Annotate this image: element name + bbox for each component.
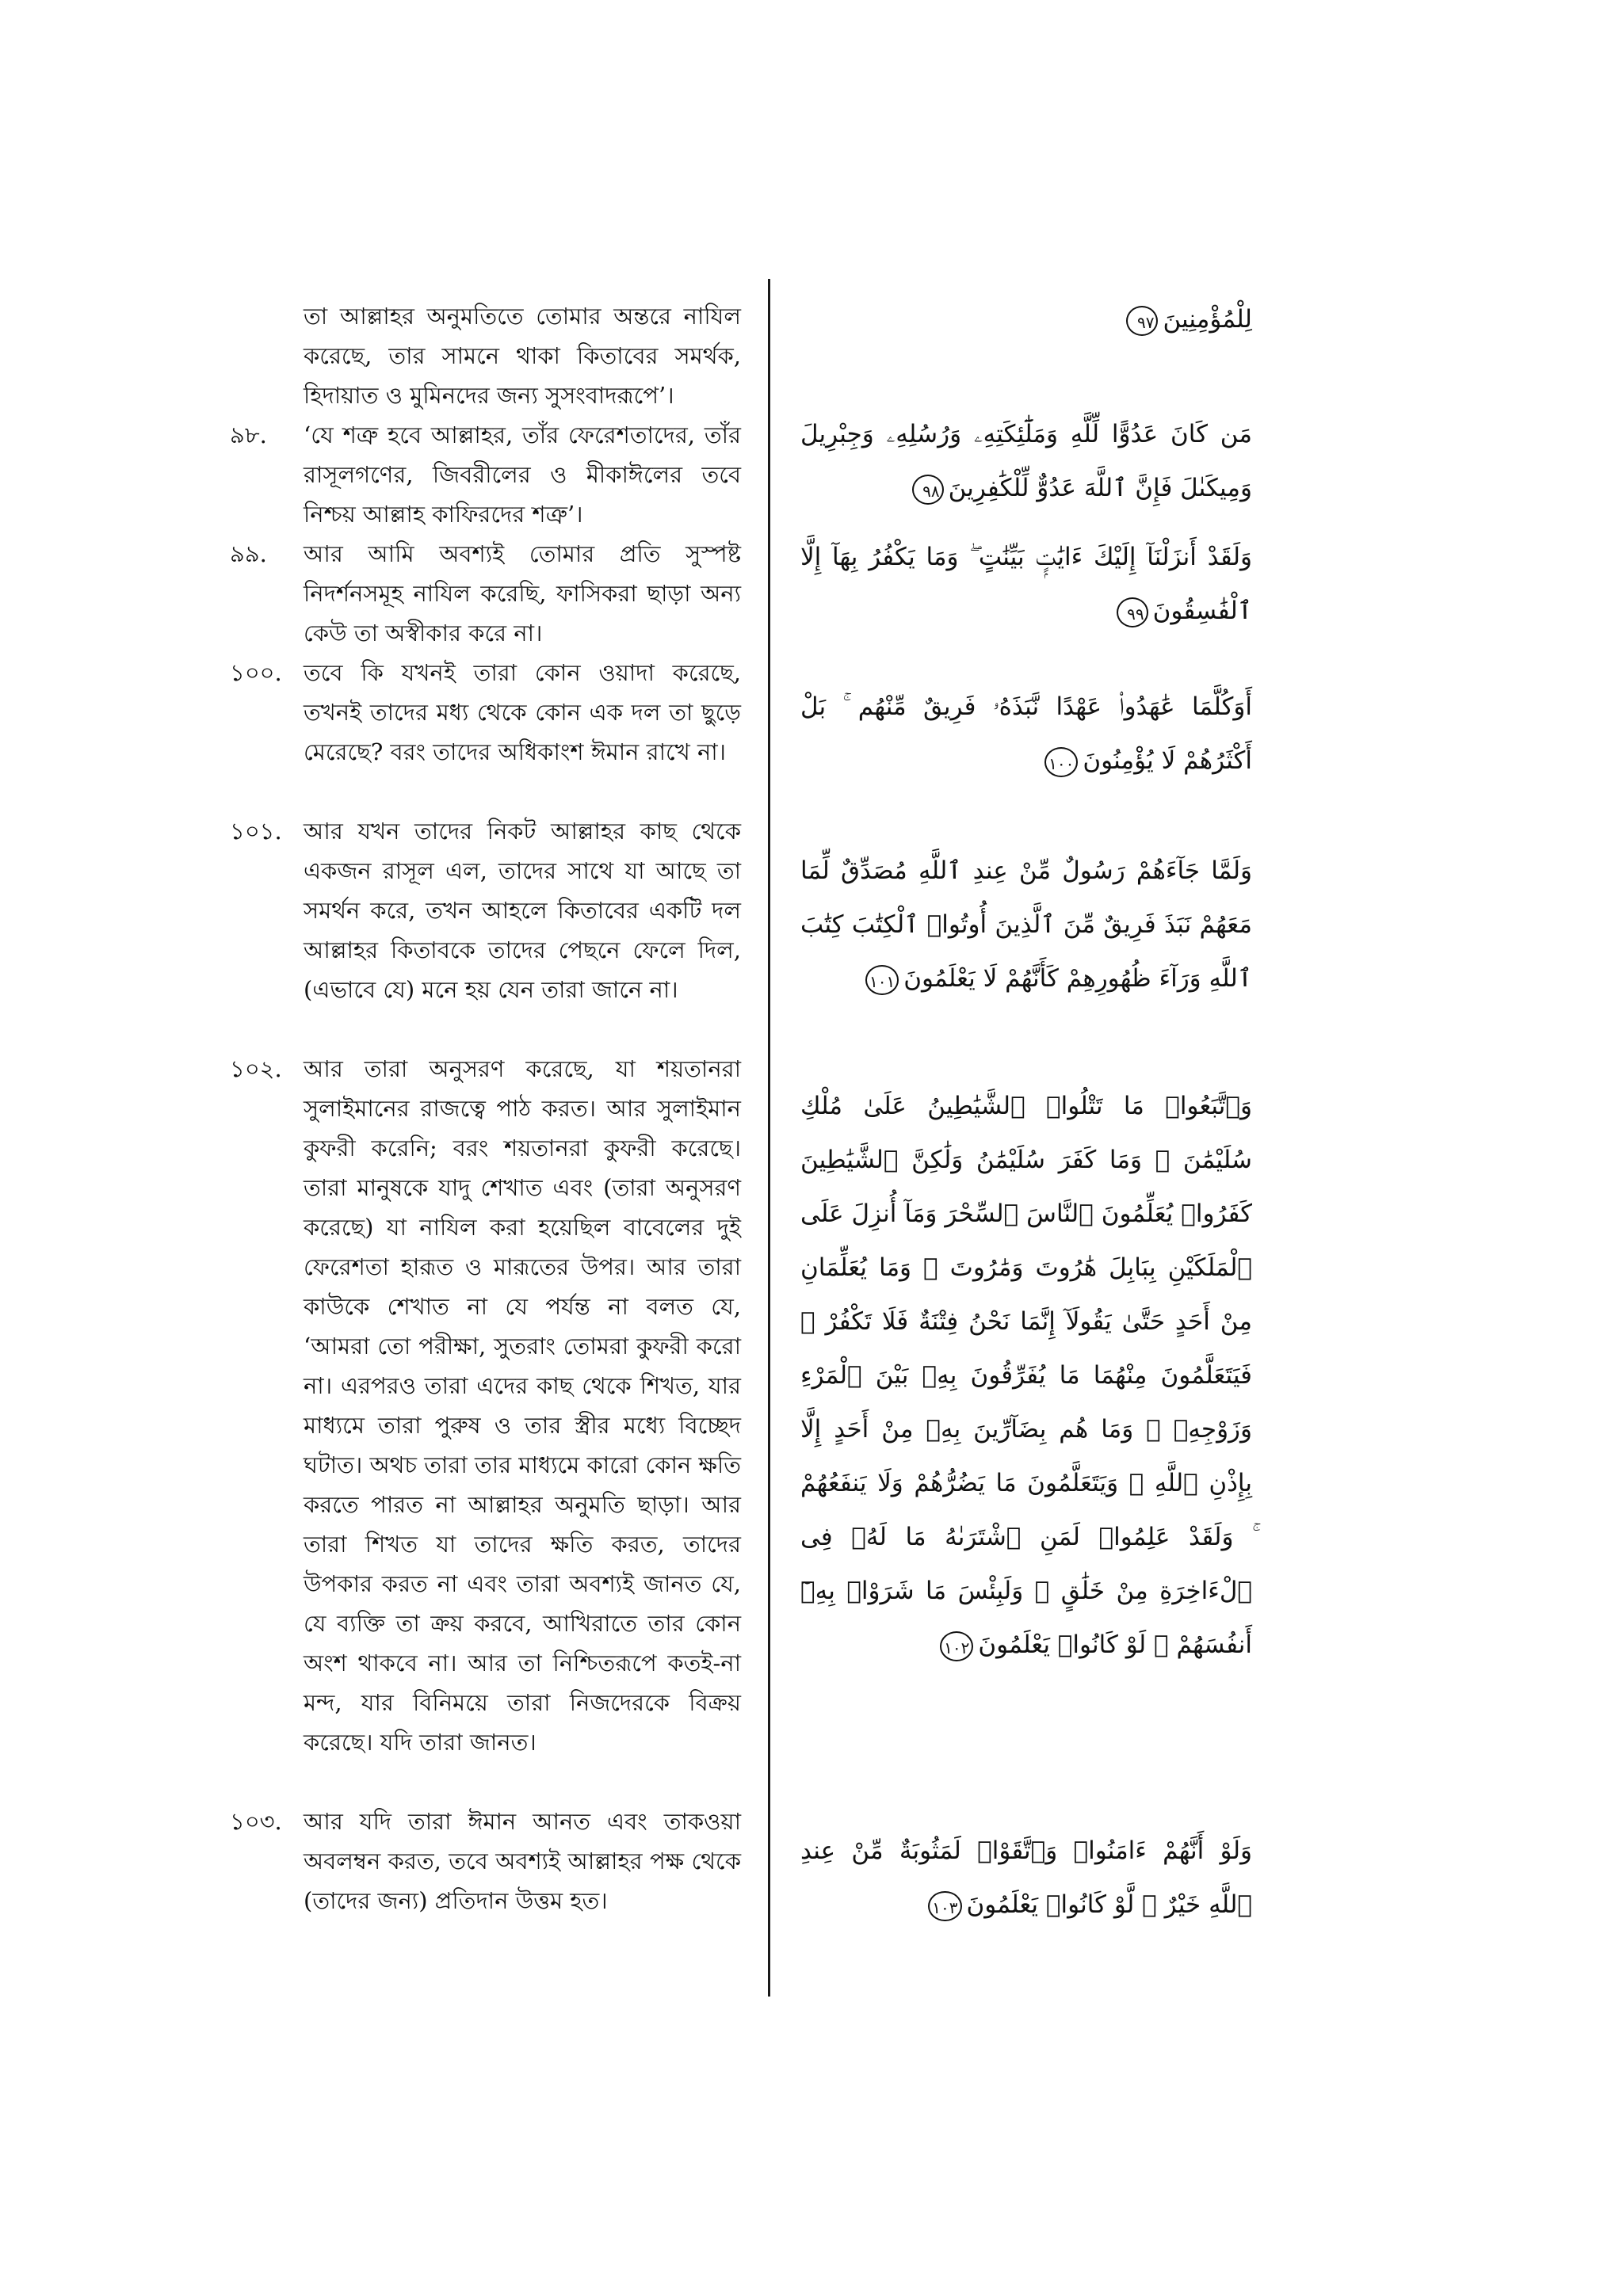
ayah-end-marker: ٩٨ [912, 475, 944, 505]
ayah-end-marker: ٩٩ [1117, 597, 1148, 627]
verse-translation-text: আর আমি অবশ্যই তোমার প্রতি সুস্পষ্ট নিদর্শনসমূহ নাযিল করেছি, ফাসিকরা ছাড়া অন্য কেউ তা অস্বীকার করে না। [304, 540, 741, 646]
arabic-verse-text: لِلْمُؤْمِنِينَ [1163, 305, 1252, 334]
verse-translation-text: আর যদি তারা ঈমান আনত এবং তাকওয়া অবলম্বন করত, তবে অবশ্যই আল্লাহর পক্ষ থেকে (তাদের জন্য) প্রতিদান উত্তম হত। [304, 1808, 741, 1914]
arabic-verse-text: وَلَوْ أَنَّهُمْ ءَامَنُوا۟ وَٱتَّقَوْا۟ لَمَثُوبَةٌ مِّنْ عِندِ ٱللَّهِ خَيْرٌ ۖ لَّوْ كَانُوا۟ يَعْلَمُونَ [800, 1836, 1252, 1919]
arabic-verse [800, 530, 1252, 638]
verse-translation-text: আর যখন তাদের নিকট আল্লাহর কাছ থেকে একজন রাসূল এল, তাদের সাথে যা আছে তা সমর্থন করে, তখন আহলে কিতাবের একটি দল আল্লাহর কিতাবকে তাদের পেছনে ফেলে দিল, (এভাবে যে) মনে হয় যেন তারা জানে না। [304, 818, 741, 1003]
ayah-end-marker: ١٠٠ [1044, 747, 1078, 777]
arabic-verse [800, 680, 1252, 788]
arabic-verse [800, 292, 1252, 346]
ayah-end-marker: ١٠٣ [928, 1891, 961, 1921]
arabic-verse-text: مَن كَانَ عَدُوًّا لِّلَّهِ وَمَلَٰٓئِكَتِهِۦ وَرُسُلِهِۦ وَجِبْرِيلَ وَمِيكَىٰلَ فَإِنَّ ٱللَّهَ عَدُوٌّ لِّلْكَٰفِرِينَ [800, 420, 1252, 502]
arabic-verse-text: وَلَمَّا جَآءَهُمْ رَسُولٌ مِّنْ عِندِ ٱللَّهِ مُصَدِّقٌ لِّمَا مَعَهُمْ نَبَذَ فَرِيقٌ مِّنَ ٱلَّذِينَ أُوتُوا۟ ٱلْكِتَٰبَ كِتَٰبَ ٱللَّهِ وَرَآءَ ظُهُورِهِمْ كَأَنَّهُمْ لَا يَعْلَمُونَ [800, 856, 1252, 993]
verse-translation-text: তা আল্লাহর অনুমতিতে তোমার অন্তরে নাযিল করেছে, তার সামনে থাকা কিতাবের সমর্থক, হিদায়াত ও মুমিনদের জন্য সুসংবাদরূপে’। [304, 303, 741, 409]
verse-translation-text: ‘যে শত্রু হবে আল্লাহর, তাঁর ফেরেশতাদের, তাঁর রাসূলগণের, জিবরীলের ও মীকাঈলের তবে নিশ্চয় আল্লাহ কাফিরদের শত্রু’। [304, 421, 741, 528]
ayah-end-marker: ٩٧ [1126, 306, 1158, 336]
ayah-end-marker: ١٠٢ [940, 1631, 973, 1661]
arabic-verse [800, 1824, 1252, 1932]
ayah-end-marker: ١٠١ [865, 965, 899, 995]
verse-number: ১০৩. [230, 1808, 282, 1835]
verse-number: ৯৯. [230, 540, 267, 567]
verse-number: ৯৮. [230, 421, 267, 448]
arabic-verse [800, 1079, 1252, 1672]
arabic-verse [800, 407, 1252, 515]
verse-translation-text: তবে কি যখনই তারা কোন ওয়াদা করেছে, তখনই তাদের মধ্য থেকে কোন এক দল তা ছুড়ে মেরেছে? বরং তাদের অধিকাংশ ঈমান রাখে না। [304, 659, 741, 765]
column-divider [768, 279, 770, 1997]
arabic-verse-text: وَٱتَّبَعُوا۟ مَا تَتْلُوا۟ ٱلشَّيَٰطِينُ عَلَىٰ مُلْكِ سُلَيْمَٰنَ ۖ وَمَا كَفَرَ سُلَيْمَٰنُ وَلَٰكِنَّ ٱلشَّيَٰطِينَ كَفَرُوا۟ يُعَلِّمُونَ ٱلنَّاسَ ٱلسِّحْرَ وَمَآ أُنزِلَ عَلَى ٱلْمَلَكَيْنِ بِبَابِلَ هَٰرُوتَ وَمَٰرُوتَ ۚ وَمَا يُعَلِّمَانِ مِنْ أَحَدٍ حَتَّىٰ يَقُولَآ إِنَّمَا نَحْنُ فِتْنَةٌ فَلَا تَكْفُرْ ۖ فَيَتَعَلَّمُونَ مِنْهُمَا مَا يُفَرِّقُونَ بِهِۦ بَيْنَ ٱلْمَرْءِ وَزَوْجِهِۦ ۚ وَمَا هُم بِضَآرِّينَ بِهِۦ مِنْ أَحَدٍ إِلَّا بِإِذْنِ ٱللَّهِ ۚ وَيَتَعَلَّمُونَ مَا يَضُرُّهُمْ وَلَا يَنفَعُهُمْ ۚ وَلَقَدْ عَلِمُوا۟ لَمَنِ ٱشْتَرَىٰهُ مَا لَهُۥ فِى ٱلْءَاخِرَةِ مِنْ خَلَٰقٍ ۚ وَلَبِئْسَ مَا شَرَوْا۟ بِهِۦٓ أَنفُسَهُمْ ۚ لَوْ كَانُوا۟ يَعْلَمُونَ [800, 1092, 1252, 1659]
arabic-verse-text: وَلَقَدْ أَنزَلْنَآ إِلَيْكَ ءَايَٰتٍۭ بَيِّنَٰتٍ ۖ وَمَا يَكْفُرُ بِهَآ إِلَّا ٱلْفَٰسِقُونَ [800, 543, 1252, 625]
verse-number: ১০২. [230, 1055, 282, 1082]
verse-number: ১০১. [230, 818, 282, 845]
verse-translation-text: আর তারা অনুসরণ করেছে, যা শয়তানরা সুলাইমানের রাজত্বে পাঠ করত। আর সুলাইমান কুফরী করেনি; বরং শয়তানরা কুফরী করেছে। তারা মানুষকে যাদু শেখাত এবং (তারা অনুসরণ করেছে) যা নাযিল করা হয়েছিল বাবেলের দুই ফেরেশতা হারূত ও মারূতের উপর। আর তারা কাউকে শেখাত না যে পর্যন্ত না বলত যে, ‘আমরা তো পরীক্ষা, সুতরাং তোমরা কুফরী করো না। এরপরও তারা এদের কাছ থেকে শিখত, যার মাধ্যমে তারা পুরুষ ও তার স্ত্রীর মধ্যে বিচ্ছেদ ঘটাত। অথচ তারা তার মাধ্যমে কারো কোন ক্ষতি করতে পারত না আল্লাহর অনুমতি ছাড়া। আর তারা শিখত যা তাদের ক্ষতি করত, তাদের উপকার করত না এবং তারা অবশ্যই জানত যে, যে ব্যক্তি তা ক্রয় করবে, আখিরাতে তার কোন অংশ থাকবে না। আর তা নিশ্চিতরূপে কতই-না মন্দ, যার বিনিময়ে তারা নিজদেরকে বিক্রয় করেছে। যদি তারা জানত। [304, 1055, 741, 1756]
arabic-verse-text: أَوَكُلَّمَا عَٰهَدُوا۟ عَهْدًا نَّبَذَهُۥ فَرِيقٌ مِّنْهُم ۚ بَلْ أَكْثَرُهُمْ لَا يُؤْمِنُونَ [800, 692, 1252, 775]
arabic-verse [800, 844, 1252, 1005]
verse-number: ১০০. [230, 659, 282, 686]
